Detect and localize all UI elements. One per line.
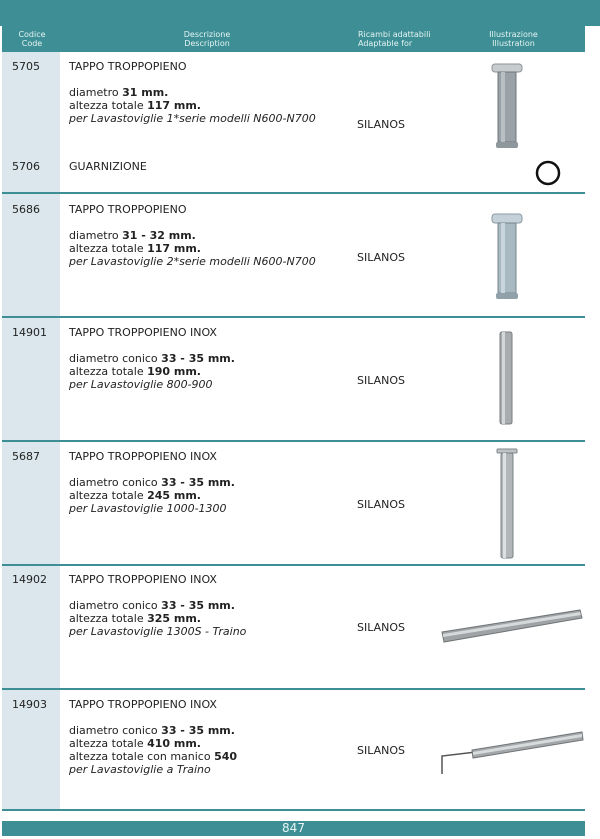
- header-adaptable: Ricambi adattabili Adaptable for: [358, 30, 431, 48]
- item-description: TAPPO TROPPOPIENO INOX diametro conico 33 - 35 mm. altezza totale 325 mm. per Lavastoviglie 1300S - Traino: [69, 573, 359, 638]
- plastic-overflow-cap-icon: [487, 212, 527, 304]
- item-description: TAPPO TROPPOPIENO diametro 31 - 32 mm. altezza totale 117 mm. per Lavastoviglie 2*serie modelli N600-N700: [69, 203, 359, 268]
- item-title: TAPPO TROPPOPIENO INOX: [69, 698, 217, 711]
- item-code: 14902: [12, 573, 47, 586]
- row-divider: [2, 809, 585, 811]
- header-illustration: Illustrazione Illustration: [489, 30, 538, 48]
- steel-tube-icon: [495, 448, 519, 560]
- item-description: TAPPO TROPPOPIENO INOX diametro conico 33 - 35 mm. altezza totale 410 mm. altezza totale con manico 540 per Lavastoviglie a Traino: [69, 698, 359, 776]
- item-title: TAPPO TROPPOPIENO INOX: [69, 450, 217, 463]
- item-code: 5705: [12, 60, 40, 73]
- item-code: 5706: [12, 160, 40, 173]
- item-title: TAPPO TROPPOPIENO: [69, 203, 187, 216]
- page-number: 847: [2, 821, 585, 836]
- table-row: [2, 690, 585, 809]
- top-banner: [0, 0, 600, 26]
- item-adaptable: SILANOS: [357, 744, 406, 757]
- item-adaptable: SILANOS: [357, 118, 406, 131]
- table-row: [2, 442, 585, 564]
- table-row: [2, 150, 585, 190]
- item-title: TAPPO TROPPOPIENO: [69, 60, 187, 73]
- table-row: [2, 318, 585, 440]
- o-ring-icon: [534, 159, 562, 187]
- item-title: TAPPO TROPPOPIENO INOX: [69, 326, 217, 339]
- item-code: 14901: [12, 326, 47, 339]
- header-description: Descrizione Description: [183, 30, 231, 48]
- item-adaptable: SILANOS: [357, 251, 406, 264]
- header-code: Codice Code: [18, 30, 46, 48]
- item-description: TAPPO TROPPOPIENO INOX diametro conico 33 - 35 mm. altezza totale 190 mm. per Lavastoviglie 800-900: [69, 326, 359, 391]
- table-row: [2, 194, 585, 316]
- steel-tube-icon: [438, 606, 584, 646]
- item-title: GUARNIZIONE: [69, 160, 147, 173]
- table-header: [2, 26, 585, 52]
- item-title: TAPPO TROPPOPIENO INOX: [69, 573, 217, 586]
- table-row: [2, 566, 585, 688]
- item-description: TAPPO TROPPOPIENO INOX diametro conico 33 - 35 mm. altezza totale 245 mm. per Lavastoviglie 1000-1300: [69, 450, 359, 515]
- item-description: [69, 160, 359, 186]
- plastic-overflow-cap-icon: [487, 62, 527, 154]
- steel-tube-with-handle-icon: [436, 726, 586, 776]
- steel-tube-icon: [496, 330, 516, 426]
- item-adaptable: SILANOS: [357, 621, 406, 634]
- item-code: 5686: [12, 203, 40, 216]
- item-adaptable: SILANOS: [357, 374, 406, 387]
- item-code: 14903: [12, 698, 47, 711]
- item-code: 5687: [12, 450, 40, 463]
- item-description: TAPPO TROPPOPIENO diametro 31 mm. altezza totale 117 mm. per Lavastoviglie 1*serie modelli N600-N700: [69, 60, 359, 125]
- item-adaptable: SILANOS: [357, 498, 406, 511]
